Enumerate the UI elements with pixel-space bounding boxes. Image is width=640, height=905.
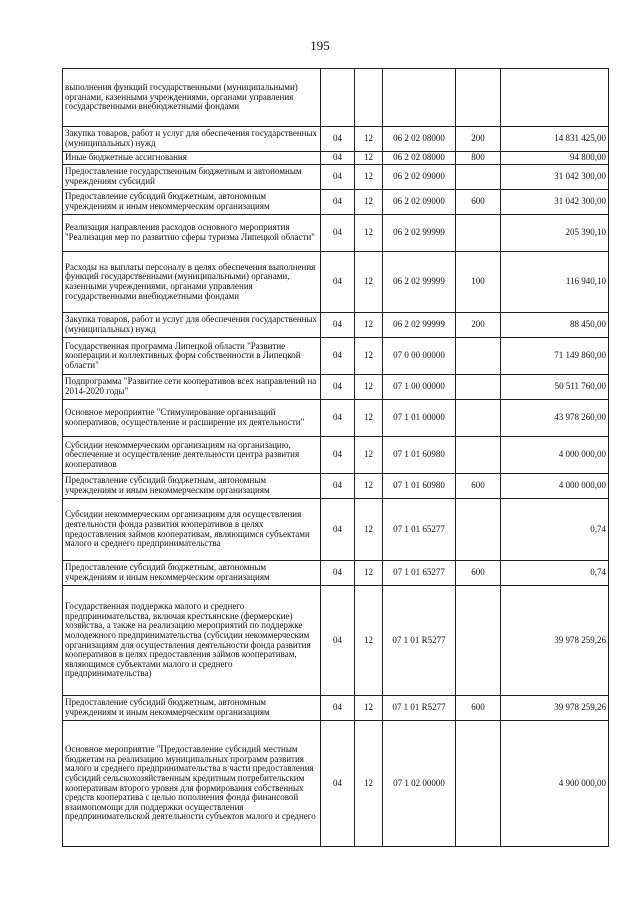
row-section-code: 04 xyxy=(321,338,355,375)
row-subsection-code: 12 xyxy=(355,252,383,313)
row-article-code: 06 2 02 99999 xyxy=(383,215,456,252)
row-expense-type: 200 xyxy=(456,127,501,152)
row-description: Основное мероприятие "Стимулирование организаций кооперативов, осуществление и расширение их деятельности" xyxy=(63,400,321,437)
row-expense-type: 600 xyxy=(456,190,501,215)
table-row xyxy=(63,152,609,165)
table-row xyxy=(63,474,609,499)
table-row xyxy=(63,313,609,338)
row-amount: 0,74 xyxy=(501,499,609,561)
table-row xyxy=(63,437,609,474)
row-description: Субсидии некоммерческим организациям на организацию, обеспечение и осуществление деятельности центра развития кооперативов xyxy=(63,437,321,474)
row-article-code: 06 2 02 08000 xyxy=(383,152,456,165)
table-row xyxy=(63,499,609,561)
row-description: Предоставление субсидий бюджетным, автономным учреждениям и иным некоммерческим организациям xyxy=(63,190,321,215)
row-description: Предоставление государственным бюджетным и автономным учреждениям субсидий xyxy=(63,165,321,190)
row-subsection-code: 12 xyxy=(355,400,383,437)
row-subsection-code: 12 xyxy=(355,190,383,215)
row-description: Закупка товаров, работ и услуг для обеспечения государственных (муниципальных) нужд xyxy=(63,127,321,152)
row-section-code: 04 xyxy=(321,499,355,561)
row-description: Иные бюджетные ассигнования xyxy=(63,152,321,165)
row-subsection-code: 12 xyxy=(355,561,383,586)
row-article-code: 07 1 01 R5277 xyxy=(383,696,456,721)
row-section-code: 04 xyxy=(321,313,355,338)
row-section-code: 04 xyxy=(321,696,355,721)
row-section-code: 04 xyxy=(321,400,355,437)
row-amount: 205 390,10 xyxy=(501,215,609,252)
row-article-code: 07 1 01 R5277 xyxy=(383,586,456,696)
table-row xyxy=(63,190,609,215)
table-row xyxy=(63,586,609,696)
budget-table xyxy=(62,68,609,847)
row-amount: 116 940,10 xyxy=(501,252,609,313)
row-description: Расходы на выплаты персоналу в целях обеспечения выполнения функций государственными (муниципальными) органами, казенными учреждениями, органами управления государственными внебюджетными фондами xyxy=(63,252,321,313)
row-description: Закупка товаров, работ и услуг для обеспечения государственных (муниципальных) нужд xyxy=(63,313,321,338)
row-section-code: 04 xyxy=(321,375,355,400)
row-subsection-code: 12 xyxy=(355,165,383,190)
row-amount: 31 042 300,00 xyxy=(501,165,609,190)
row-amount: 43 978 260,00 xyxy=(501,400,609,437)
row-article-code: 07 1 00 00000 xyxy=(383,375,456,400)
row-article-code: 06 2 02 99999 xyxy=(383,313,456,338)
row-section-code: 04 xyxy=(321,252,355,313)
row-description: Государственная поддержка малого и среднего предпринимательства, включая крестьянские (фермерские) хозяйства, а также на реализацию мероприятий по поддержке молодежного предпринимательства (субсидии некоммерческим организациям для осуществления деятельности фонда развития кооперативов в целях предоставления займов кооперативам, являющимся субъектами малого и среднего предпринимательства) xyxy=(63,586,321,696)
row-section-code: 04 xyxy=(321,215,355,252)
table-row xyxy=(63,561,609,586)
table-row xyxy=(63,375,609,400)
table-row xyxy=(63,400,609,437)
row-section-code: 04 xyxy=(321,474,355,499)
row-expense-type xyxy=(456,338,501,375)
row-description: Подпрограмма "Развитие сети кооперативов всех направлений на 2014-2020 годы" xyxy=(63,375,321,400)
row-expense-type: 800 xyxy=(456,152,501,165)
row-subsection-code: 12 xyxy=(355,696,383,721)
row-description: Реализация направления расходов основного мероприятия "Реализация мер по развитию сферы туризма Липецкой области" xyxy=(63,215,321,252)
budget-table-body xyxy=(63,69,609,847)
row-article-code xyxy=(383,69,456,127)
row-expense-type: 600 xyxy=(456,474,501,499)
table-row xyxy=(63,127,609,152)
row-subsection-code xyxy=(355,69,383,127)
row-article-code: 07 1 01 60980 xyxy=(383,437,456,474)
row-amount: 88 450,00 xyxy=(501,313,609,338)
row-expense-type xyxy=(456,400,501,437)
row-subsection-code: 12 xyxy=(355,586,383,696)
row-expense-type xyxy=(456,69,501,127)
row-subsection-code: 12 xyxy=(355,127,383,152)
row-expense-type: 600 xyxy=(456,696,501,721)
row-description: Предоставление субсидий бюджетным, автономным учреждениям и иным некоммерческим организациям xyxy=(63,696,321,721)
row-expense-type: 200 xyxy=(456,313,501,338)
row-article-code: 07 1 01 65277 xyxy=(383,561,456,586)
page-number: 195 xyxy=(310,38,330,53)
row-amount: 4 000 000,00 xyxy=(501,474,609,499)
row-article-code: 06 2 02 99999 xyxy=(383,252,456,313)
row-article-code: 07 1 01 60980 xyxy=(383,474,456,499)
row-subsection-code: 12 xyxy=(355,375,383,400)
row-expense-type: 100 xyxy=(456,252,501,313)
row-expense-type xyxy=(456,375,501,400)
row-section-code: 04 xyxy=(321,127,355,152)
row-amount: 0,74 xyxy=(501,561,609,586)
row-expense-type xyxy=(456,499,501,561)
table-row xyxy=(63,165,609,190)
row-section-code: 04 xyxy=(321,586,355,696)
table-row xyxy=(63,338,609,375)
row-amount: 39 978 259,26 xyxy=(501,586,609,696)
row-section-code: 04 xyxy=(321,561,355,586)
row-section-code: 04 xyxy=(321,152,355,165)
row-subsection-code: 12 xyxy=(355,721,383,847)
row-expense-type xyxy=(456,215,501,252)
row-article-code: 06 2 02 09000 xyxy=(383,190,456,215)
row-description: Предоставление субсидий бюджетным, автономным учреждениям и иным некоммерческим организациям xyxy=(63,561,321,586)
row-subsection-code: 12 xyxy=(355,152,383,165)
row-amount: 14 831 425,00 xyxy=(501,127,609,152)
row-subsection-code: 12 xyxy=(355,313,383,338)
row-section-code: 04 xyxy=(321,437,355,474)
row-description: Предоставление субсидий бюджетным, автономным учреждениям и иным некоммерческим организациям xyxy=(63,474,321,499)
row-description: Субсидии некоммерческим организациям для осуществления деятельности фонда развития кооперативов в целях предоставления займов кооперативам, являющимся субъектами малого и среднего предпринимательства xyxy=(63,499,321,561)
row-amount: 31 042 300,00 xyxy=(501,190,609,215)
row-amount: 94 800,00 xyxy=(501,152,609,165)
row-expense-type xyxy=(456,165,501,190)
row-article-code: 06 2 02 08000 xyxy=(383,127,456,152)
row-expense-type xyxy=(456,437,501,474)
row-article-code: 07 1 01 00000 xyxy=(383,400,456,437)
row-section-code: 04 xyxy=(321,190,355,215)
row-section-code: 04 xyxy=(321,165,355,190)
row-article-code: 07 0 00 00000 xyxy=(383,338,456,375)
table-row xyxy=(63,696,609,721)
row-amount xyxy=(501,69,609,127)
row-subsection-code: 12 xyxy=(355,474,383,499)
table-row xyxy=(63,252,609,313)
table-row xyxy=(63,69,609,127)
row-description: выполнения функций государственными (муниципальными) органами, казенными учреждениями, органами управления государственными внебюджетными фондами xyxy=(63,69,321,127)
row-description: Основное мероприятие "Предоставление субсидий местным бюджетам на реализацию муниципальных программ развития малого и среднего предпринимательства в части предоставления субсидий сельскохозяйственным кредитным потребительским кооперативам второго уровня для формирования собственных средств кооператива с целью пополнения фонда финансовой взаимопомощи для поддержки осуществления предпринимательской деятельности субъектов малого и среднего xyxy=(63,721,321,847)
row-amount: 50 511 760,00 xyxy=(501,375,609,400)
row-expense-type: 600 xyxy=(456,561,501,586)
row-article-code: 07 1 01 65277 xyxy=(383,499,456,561)
row-expense-type xyxy=(456,586,501,696)
row-amount: 4 000 000,00 xyxy=(501,437,609,474)
row-amount: 71 149 860,00 xyxy=(501,338,609,375)
row-subsection-code: 12 xyxy=(355,437,383,474)
row-article-code: 07 1 02 00000 xyxy=(383,721,456,847)
row-article-code: 06 2 02 09000 xyxy=(383,165,456,190)
row-subsection-code: 12 xyxy=(355,499,383,561)
row-amount: 4 900 000,00 xyxy=(501,721,609,847)
table-row xyxy=(63,721,609,847)
row-expense-type xyxy=(456,721,501,847)
row-description: Государственная программа Липецкой области "Развитие кооперации и коллективных форм собственности в Липецкой области" xyxy=(63,338,321,375)
row-section-code: 04 xyxy=(321,721,355,847)
table-row xyxy=(63,215,609,252)
row-amount: 39 978 259,26 xyxy=(501,696,609,721)
row-subsection-code: 12 xyxy=(355,338,383,375)
row-section-code xyxy=(321,69,355,127)
row-subsection-code: 12 xyxy=(355,215,383,252)
